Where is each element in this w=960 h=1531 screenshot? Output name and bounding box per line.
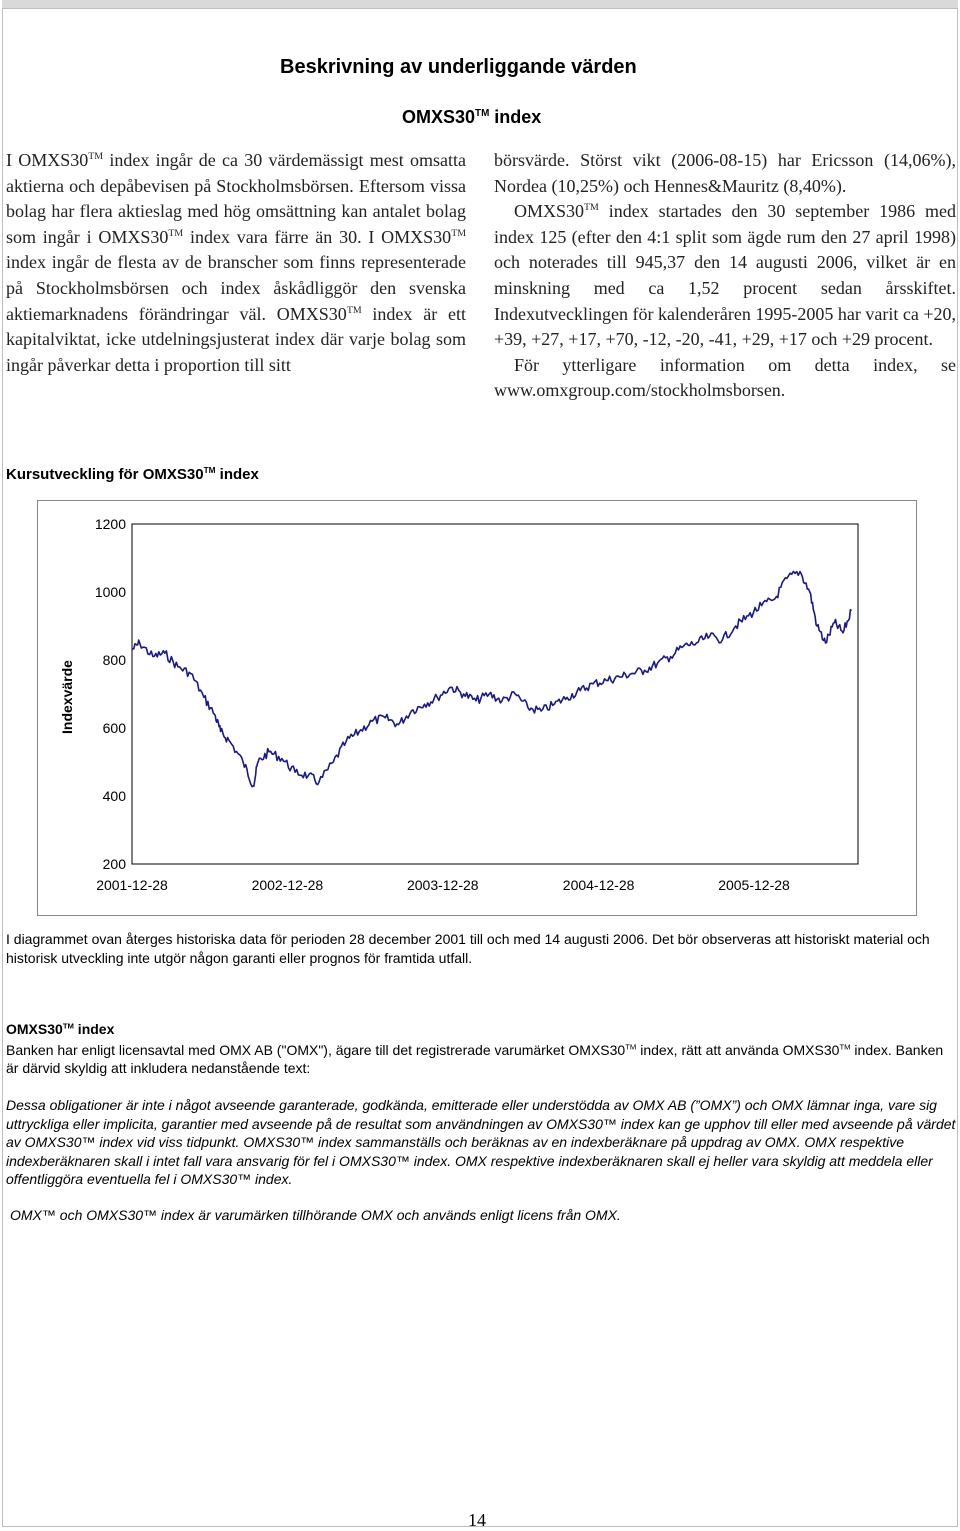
tm-mark: TM [451,227,466,239]
chart-container [37,500,917,916]
paragraph-more-info: För ytterligare information om detta index, se www.omxgroup.com/stockholmsborsen. [494,354,956,401]
tm-mark: TM [584,202,599,214]
tm-mark: TM [839,1042,851,1052]
text-run: OMXS30 [514,201,585,222]
title-text: OMXS30 [6,1021,63,1037]
tm-mark: TM [203,466,216,475]
plot-area [132,524,858,864]
paragraph-history [494,199,956,353]
license-text [6,1041,956,1077]
caption-rest: index [215,466,259,483]
text-run: I OMXS30 [6,150,89,170]
x-tick-label: 2005-12-28 [718,877,790,893]
text-run: Banken har enligt licensavtal med OMX AB ("OMX"), ägare till det registrerade varumärket OMXS30 [6,1042,626,1058]
y-tick-label: 400 [102,788,126,804]
tm-mark: TM [168,227,184,239]
text-run: index ingår de ca 30 värdemässigt mest omsatta aktierna och depåbevisen på Stockholmsbörsen. Eftersom vissa bolag har flera aktieslag med hög omsättning kan antalet bolag som ingår i OMXS30 [6,150,466,247]
index-chart [38,501,916,915]
series-line [132,571,852,786]
text-run: index, rätt att använda OMXS30 [636,1042,840,1058]
y-tick-label: 1000 [94,584,126,600]
y-tick-label: 600 [102,720,126,736]
text-run: index är ett kapitalviktat, icke utdelningsjusterat index där varje bolag som ingår påverkar detta i proportion till sitt [6,303,466,375]
tm-mark: TM [88,151,104,162]
chart-caption [6,466,259,483]
x-tick-label: 2004-12-28 [562,877,635,893]
subtitle-text: OMXS30 [402,107,476,127]
subtitle-rest: index [489,107,542,127]
paragraph-intro [6,148,466,378]
paragraph-weights: börsvärde. Störst vikt (2006-08-15) har Ericsson (14,06%), Nordea (10,25%) och Hennes&Mauritz (8,40%). [494,150,956,196]
tm-mark: TM [62,1021,74,1031]
body-column-right [494,148,956,404]
y-axis-label: Indexvärde [59,660,75,734]
tm-mark: TM [346,304,362,316]
y-tick-label: 200 [102,856,126,872]
chart-note: I diagrammet ovan återges historiska data för perioden 28 december 2001 till och med 14 augusti 2006. Det bör observeras att historiskt material och historisk utveckling inte utgör någon garanti eller prognos för framtida utfall. [6,931,930,966]
text-run: index vara färre än 30. I OMXS30 [183,226,452,247]
page-title: Beskrivning av underliggande värden [280,56,637,78]
x-tick-label: 2001-12-28 [96,877,168,893]
y-tick-label: 800 [102,652,126,668]
y-tick-label: 1200 [94,516,126,532]
text-run: index startades den 30 september 1986 med index 125 (efter den 4:1 split som ägde rum den 27 april 1998) och noterades till 945,37 den 14 augusti 2006, vilket är en minskning med ca 1,52 procent sedan årsskiftet. Indexutvecklingen för kalenderåren 1995-2005 har varit ca +20, +39, +27, +17, +70, -12, -20, -41, +29, +17 och +29 procent. [494,201,956,350]
text-run: index. Banken är därvid skyldig att inkludera nedanstående text: [6,1042,944,1076]
section-subtitle [402,107,541,128]
x-tick-label: 2003-12-28 [406,877,479,893]
page-number: 14 [468,1510,486,1530]
tm-mark: TM [475,108,490,119]
trademark-notice: OMX™ och OMXS30™ index är varumärken tillhörande OMX och används enligt licens från OMX. [10,1207,621,1223]
x-tick-label: 2002-12-28 [251,877,324,893]
body-column-left [6,148,466,378]
title-rest: index [73,1021,115,1037]
caption-text: Kursutveckling för OMXS30 [6,466,204,483]
tm-mark: TM [625,1042,637,1052]
text-run: index ingår de flesta av de branscher som finns representerade på Stockholmsbörsen och index åskådliggör den svenska aktiemarknadens förändringar väl. OMXS30 [6,252,466,324]
disclaimer-text: Dessa obligationer är inte i något avseende garanterade, godkända, emitterade eller understödda av OMX AB (”OMX”) och OMX lämnar inga, vare sig uttryckliga eller implicita, garantier med avseende på de resultat som användningen av OMXS30™ index kan ge upphov till eller med avseende på värdet av OMXS30™ index vid viss tidpunkt. OMXS30™ index sammanställs och beräknas av en indexberäknare på uppdrag av OMX. OMX respektive indexberäknaren skall i intet fall vara ansvarig för fel i OMXS30™ index. OMX respektive indexberäknaren skall ej heller vara skyldig att meddela eller offentliggöra eventuella fel i OMXS30™ index. [6,1097,956,1187]
omx-section-title [6,1021,114,1037]
